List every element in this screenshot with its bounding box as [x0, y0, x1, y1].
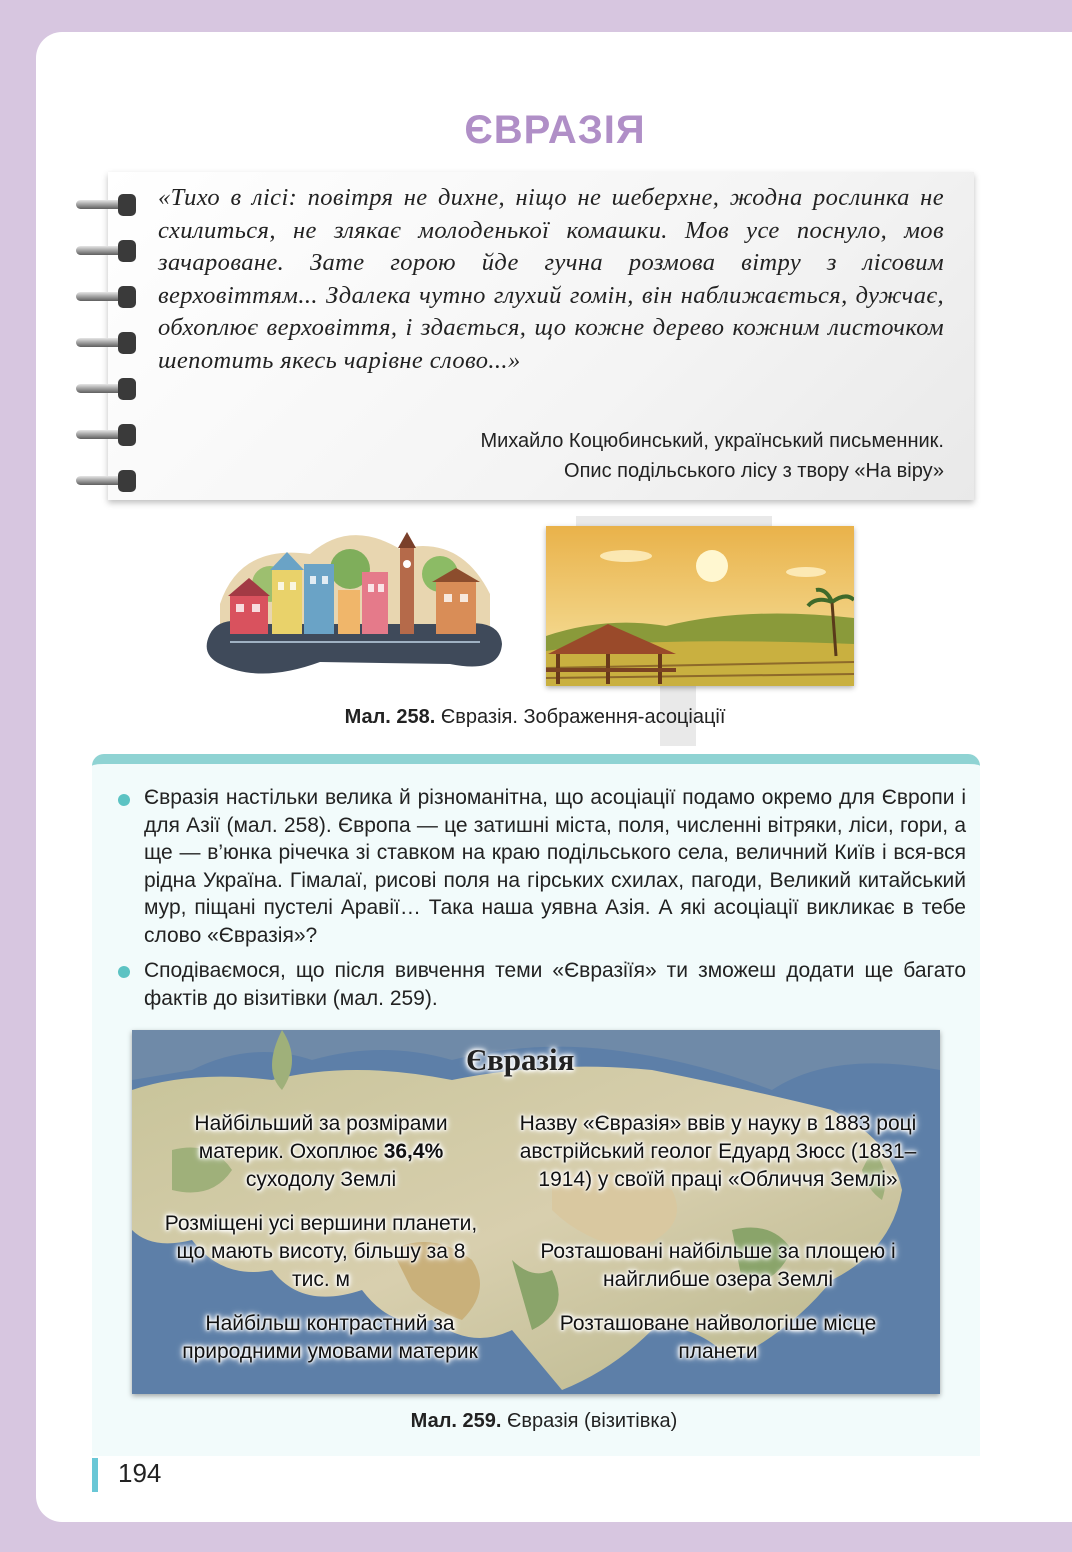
quote-source-line: Опис подільського лісу з твору «На віру»: [564, 460, 944, 482]
fact-contrast: Найбільш контрастний за природними умовами материк: [182, 1312, 478, 1363]
spiral-ring-icon: [76, 470, 138, 492]
spiral-ring-icon: [76, 194, 138, 216]
spiral-ring-icon: [76, 240, 138, 262]
quote-text: «Тихо в лісі: повітря не дихне, ніщо не шеберхне, жодна рослинка не схилиться, не злякає молоденької комашки. Мов усе поснуло, мов зачароване. Зате горою йде гучна розмова вітру з лісовим верховіттям... Здалека чутно глухий гомін, він наближається, дужчає, обхоплює верховіття, і здається, що кожне дерево кожним листочком шепотить якесь чарівне слово...»: [158, 184, 944, 374]
fact-text: Найбільший за розмірами материк. Охоплює: [194, 1112, 448, 1163]
page-title: ЄВРАЗІЯ: [464, 108, 646, 152]
europe-city-image: [200, 524, 506, 688]
figure-label: Мал. 258.: [344, 706, 436, 728]
figure-258-caption: [200, 706, 870, 729]
quote-author: [480, 426, 944, 486]
quote-author-line: Михайло Коцюбинський, український письменник.: [480, 430, 944, 452]
fact-text: суходолу Землі: [245, 1168, 397, 1191]
figure-label: Мал. 259.: [410, 1410, 502, 1432]
card-title: Євразія: [466, 1042, 575, 1077]
bullet-paragraph: Сподіваємося, що після вивчення теми «Євразіїя» ти зможеш додати ще багато фактів до візитівки (мал. 259).: [144, 959, 966, 1010]
figure-259-caption: [244, 1410, 844, 1433]
fact-wettest: Розташоване найвологіше місце планети: [559, 1312, 877, 1363]
spiral-ring-icon: [76, 424, 138, 446]
bullet-paragraph: Євразія настільки велика й різноманітна, що асоціації подамо окремо для Європи і для Азії (мал. 258). Європа — це затишні міста, поля, численні вітряки, ліси, гори, а ще — в’юнка річечка зі ставком на краю подільського села, величний Київ і вся-вся рідна Україна. Гімалаї, рисові поля на гірських схилах, пагоди, Великий китайський мур, піщані пустелі Аравії… Така наша уявна Азія. А які асоціації викликає в тебе слово «Євразія»?: [144, 786, 966, 947]
fact-lakes: Розташовані найбільше за площею і найглибше озера Землі: [540, 1240, 896, 1291]
page-number: 194: [118, 1458, 162, 1488]
bullet-dot-icon: [118, 966, 130, 978]
fact-name-origin: Назву «Євразія» ввів у науку в 1883 році австрійський геолог Едуард Зюсс (1831–1914) у своїй праці «Обличчя Землі»: [519, 1112, 917, 1191]
asia-field-image: [546, 526, 854, 686]
page-number-marker: [92, 1458, 98, 1492]
spiral-ring-icon: [76, 286, 138, 308]
bullet-dot-icon: [118, 794, 130, 806]
fact-highlight: 36,4%: [383, 1140, 444, 1163]
fact-peaks: Розміщені усі вершини планети, що мають висоту, більшу за 8 тис. м: [164, 1212, 478, 1291]
fact-size: [160, 1110, 482, 1194]
spiral-ring-icon: [76, 378, 138, 400]
figure-caption-text: Євразія. Зображення-асоціації: [435, 706, 726, 728]
spiral-ring-icon: [76, 332, 138, 354]
figure-caption-text: Євразія (візитівка): [501, 1410, 678, 1432]
